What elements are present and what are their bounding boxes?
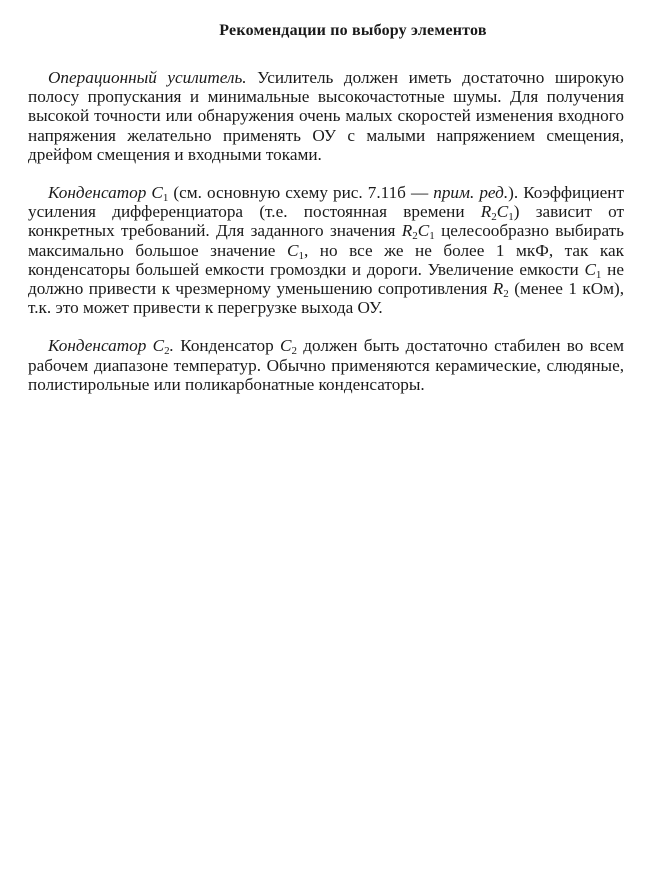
editor-note: прим. ред. [433, 183, 509, 203]
symbol-c1: $C_1$ [151, 183, 169, 205]
paragraph-op-amp [28, 68, 624, 164]
symbol-c1: $C_1$ [584, 259, 602, 281]
symbol-r2: $R_2$ [492, 279, 509, 301]
section-heading: Рекомендации по выбору элементов [219, 22, 487, 39]
text-segment: должен быть достаточно стабилен во всем рабочем диапазоне температур. Обычно применяются керамические, слюдяные, полистирольные или поликарбонатные конденсаторы. [28, 336, 625, 394]
op-amp-text: Усилитель должен иметь достаточно широкую полосу пропускания и минимальные высокочастотные шумы. Для получения высокой точности или обнаружения очень малых скоростей изменения входного напряжения желательно применять ОУ с малыми напряжением смещения, дрейфом смещения и входными токами. [28, 68, 624, 164]
text-segment: не должно привести к чрезмерному уменьшению сопротивления [28, 259, 624, 299]
text-segment: (см. основную схему рис. 7.11б — [173, 183, 434, 203]
document-page [28, 22, 624, 413]
symbol-c2: $C_2$ [152, 336, 170, 358]
text-segment: Конденсатор [180, 336, 280, 356]
symbol-c1: $C_1$ [286, 240, 304, 262]
paragraph-capacitor-c1 [28, 183, 624, 317]
text-segment: целесообразно выбирать максимально большое значение [28, 221, 625, 260]
text-segment: ). Коэффициент усиления дифференциатора (т.е. постоянная времени [28, 183, 624, 222]
capacitor-c2-label: Конденсатор $C_2$. [48, 336, 174, 358]
text-segment: , но все же не более 1 мкФ, так как конденсаторы большей емкости громоздки и дороги. Увеличение емкости [28, 240, 624, 279]
symbol-r2c1: $R_2C_1$ [480, 202, 514, 224]
text-segment: (менее 1 кОм), т.к. это может привести к перегрузке выхода ОУ. [28, 279, 624, 318]
symbol-c2: $C_2$ [280, 336, 297, 358]
capacitor-c1-label: Конденсатор [48, 183, 147, 203]
op-amp-label: Операционный усилитель. [48, 68, 247, 87]
text-segment: ) зависит от конкретных требований. Для заданного значения [28, 202, 624, 241]
symbol-r2c1: $R_2C_1$ [401, 221, 435, 243]
paragraph-capacitor-c2 [28, 336, 624, 394]
